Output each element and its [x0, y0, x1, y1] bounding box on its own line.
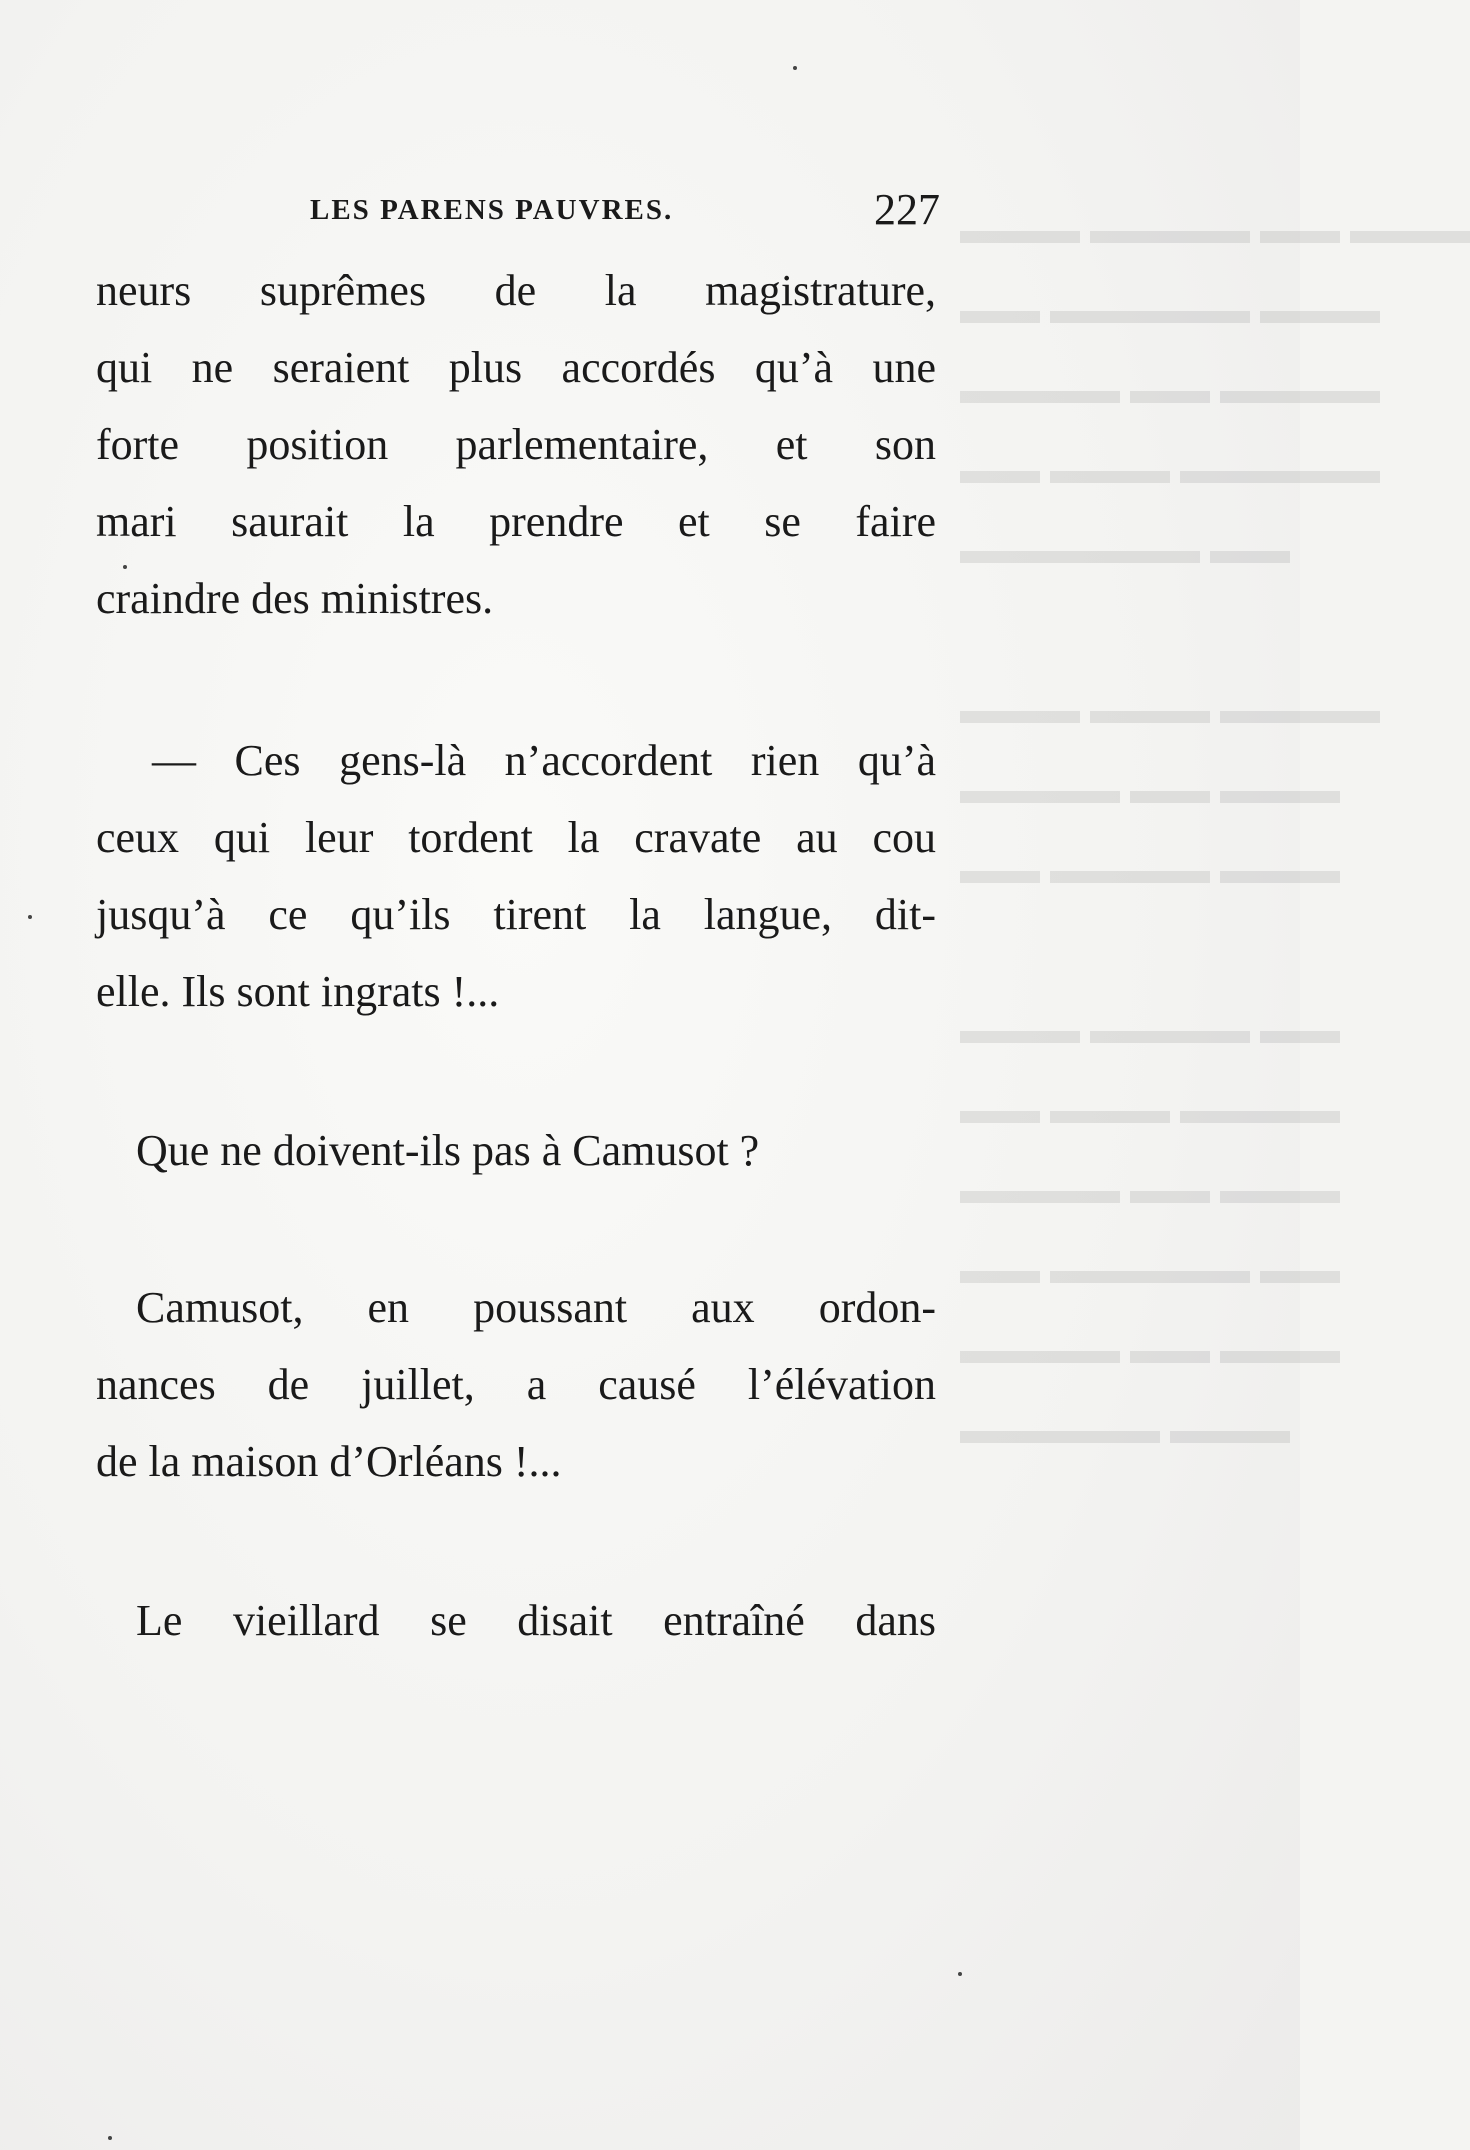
text-line: Le vieillard se disait entraîné dans: [136, 1596, 936, 1645]
paragraph: [96, 1582, 936, 1659]
text-line: — Ces gens-là n’accordent rien qu’à: [152, 736, 936, 785]
text-line: qui ne seraient plus accordés qu’à une: [96, 343, 936, 392]
body-text: [96, 252, 936, 1659]
text-line: craindre des ministres.: [96, 574, 494, 623]
paragraph: [96, 1112, 936, 1189]
text-line: ceux qui leur tordent la cravate au cou: [96, 813, 936, 862]
text-line: Camusot, en poussant aux ordon-: [136, 1283, 936, 1332]
text-line: nances de juillet, a causé l’élévation: [96, 1360, 936, 1409]
text-line: elle. Ils sont ingrats !...: [96, 967, 500, 1016]
paragraph: [96, 1269, 936, 1500]
text-line: de la maison d’Orléans !...: [96, 1437, 562, 1486]
paper-speck: [793, 66, 797, 70]
bleed-through-texture: ▬▬▬ ▬▬▬▬ ▬▬ ▬▬▬ ▬▬ ▬▬▬▬▬ ▬▬▬ ▬▬▬▬ ▬▬ ▬▬▬▬ ▬▬ ▬▬▬ ▬▬▬▬▬ ▬▬▬▬▬▬ ▬▬ ▬▬▬ ▬▬▬ ▬▬▬▬ ▬▬▬▬ ▬▬ ▬▬▬ ▬▬ ▬▬▬▬ ▬▬▬ ▬▬▬ ▬▬▬▬ ▬▬ ▬▬ ▬▬▬ ▬▬▬▬ ▬▬▬▬ ▬▬ ▬▬▬ ▬▬ ▬▬▬▬▬ ▬▬ ▬▬▬▬ ▬▬ ▬▬▬ ▬▬▬▬▬ ▬▬▬: [960, 207, 1470, 1452]
running-header: [310, 185, 950, 250]
paper-speck: [123, 565, 127, 569]
paragraph: [96, 252, 936, 637]
text-line: mari saurait la prendre et se faire: [96, 497, 936, 546]
text-line: jusqu’à ce qu’ils tirent la langue, dit-: [96, 890, 936, 939]
paragraph: [96, 722, 936, 1030]
text-line: neurs suprêmes de la magistrature,: [96, 266, 936, 315]
text-line: forte position parlementaire, et son: [96, 420, 936, 469]
paper-speck: [28, 915, 32, 919]
text-line: Que ne doivent-ils pas à Camusot ?: [136, 1126, 760, 1175]
running-title: LES PARENS PAUVRES.: [310, 194, 674, 226]
paper-speck: [108, 2136, 112, 2140]
paper-speck: [958, 1972, 962, 1976]
page-number: 227: [874, 185, 940, 234]
